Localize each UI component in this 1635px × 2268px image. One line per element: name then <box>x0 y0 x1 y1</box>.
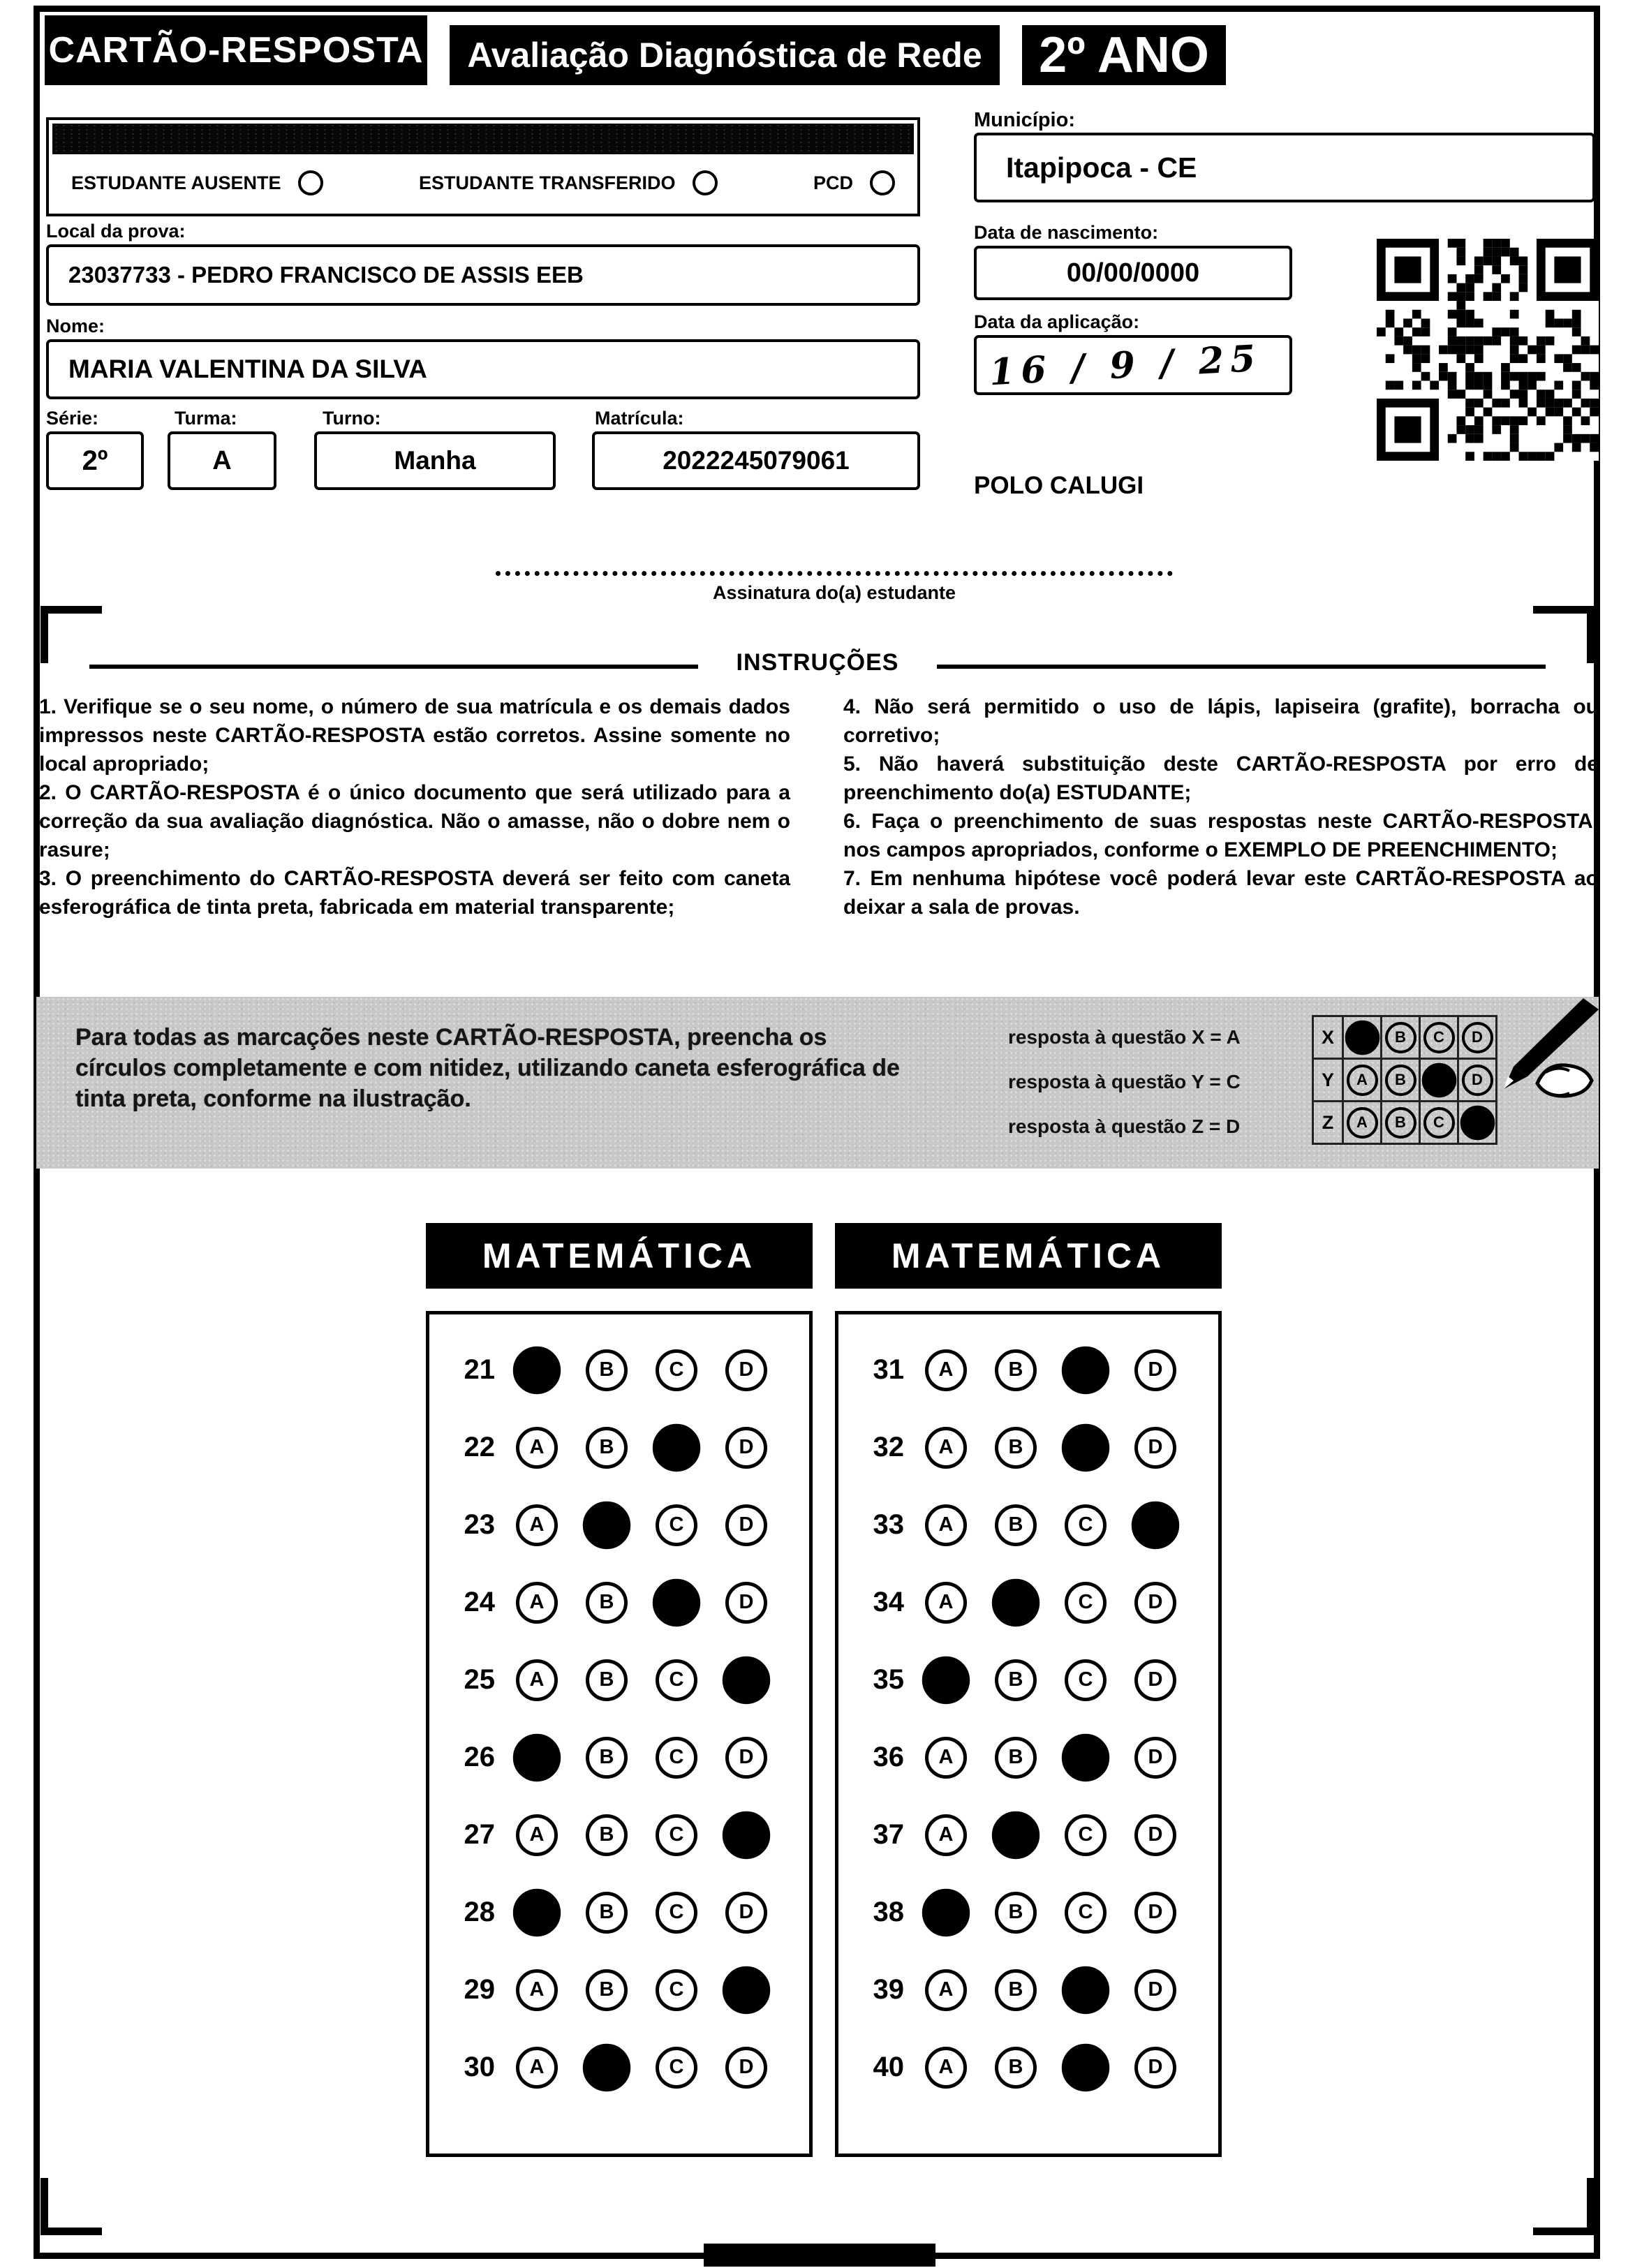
example-cell <box>1342 1100 1382 1145</box>
answer-bubble-34-d[interactable]: D <box>1134 1582 1176 1624</box>
answer-bubble-32-c[interactable] <box>1062 1423 1109 1471</box>
example-bubble-z-b: B <box>1385 1107 1416 1139</box>
instructions-rule-left <box>89 665 698 669</box>
answer-bubble-24-b[interactable]: B <box>586 1582 628 1624</box>
question-row <box>429 1641 809 1719</box>
card-title: CARTÃO-RESPOSTA <box>45 15 427 85</box>
question-number: 24 <box>464 1587 495 1617</box>
answer-bubble-31-a[interactable]: A <box>925 1349 967 1391</box>
answer-bubble-25-c[interactable]: C <box>656 1659 697 1701</box>
answer-bubble-30-a[interactable]: A <box>516 2047 558 2089</box>
answer-bubble-22-c[interactable] <box>653 1423 700 1471</box>
absent-bubble[interactable] <box>298 170 323 195</box>
answer-bubble-29-a[interactable]: A <box>516 1969 558 2011</box>
question-number: 33 <box>873 1509 904 1540</box>
question-row <box>429 1409 809 1486</box>
question-number: 30 <box>464 2052 495 2082</box>
instruction-item: 1. Verifique se o seu nome, o número de sua matrícula e os demais dados impressos neste CARTÃO-RESPOSTA estão corretos. Assine somente no local apropriado; <box>39 695 790 776</box>
example-cell <box>1380 1100 1421 1145</box>
answer-bubble-27-c[interactable]: C <box>656 1814 697 1856</box>
question-row <box>429 2029 809 2106</box>
answer-bubble-38-b[interactable]: B <box>995 1892 1037 1934</box>
municipality-label: Município: <box>974 109 1075 131</box>
question-number: 29 <box>464 1974 495 2005</box>
instruction-item: 2. O CARTÃO-RESPOSTA é o único documento que será utilizado para a correção da sua avaliação diagnóstica. Não o amasse, não o dobre nem o rasure; <box>39 781 790 861</box>
turno-field[interactable]: Manha <box>314 431 556 490</box>
matricula-label: Matrícula: <box>595 408 684 429</box>
answer-bubble-37-a[interactable]: A <box>925 1814 967 1856</box>
example-cell <box>1342 1058 1382 1102</box>
polo-label: POLO CALUGI <box>974 472 1144 499</box>
question-number: 22 <box>464 1432 495 1462</box>
answer-bubble-39-b[interactable]: B <box>995 1969 1037 2011</box>
turma-field[interactable]: A <box>168 431 276 490</box>
pcd-option <box>813 170 895 195</box>
example-bubble-x-d: D <box>1462 1022 1493 1053</box>
pen-hand-illustration <box>1473 998 1606 1117</box>
answer-bubble-28-b[interactable]: B <box>586 1892 628 1934</box>
answer-bubble-34-b[interactable] <box>992 1578 1040 1626</box>
transferred-bubble[interactable] <box>693 170 718 195</box>
question-number: 25 <box>464 1664 495 1695</box>
signature-line[interactable] <box>496 571 1173 576</box>
matricula-field[interactable]: 2022245079061 <box>592 431 920 490</box>
answer-bubble-33-a[interactable]: A <box>925 1504 967 1546</box>
answer-bubble-23-d[interactable]: D <box>725 1504 767 1546</box>
answer-bubble-21-c[interactable]: C <box>656 1349 697 1391</box>
answer-bubble-30-b[interactable] <box>583 2043 630 2091</box>
answer-bubble-34-c[interactable]: C <box>1065 1582 1107 1624</box>
answer-bubble-29-d[interactable] <box>723 1966 770 2013</box>
example-bubble-z-a: A <box>1347 1107 1378 1139</box>
answer-bubble-25-b[interactable]: B <box>586 1659 628 1701</box>
answer-bubble-31-d[interactable]: D <box>1134 1349 1176 1391</box>
turno-label: Turno: <box>323 408 381 429</box>
answer-bubble-32-b[interactable]: B <box>995 1427 1037 1469</box>
question-number: 40 <box>873 2052 904 2082</box>
registration-mark-bottom-right <box>1533 2178 1595 2235</box>
answer-bubble-35-c[interactable]: C <box>1065 1659 1107 1701</box>
example-bubble-y-d: D <box>1462 1065 1493 1096</box>
municipality-field[interactable]: Itapipoca - CE <box>974 133 1595 202</box>
application-date-label: Data da aplicação: <box>974 311 1140 332</box>
example-row-label: Z <box>1312 1100 1344 1145</box>
example-caption: resposta à questão Z = D <box>1008 1116 1241 1137</box>
example-row <box>1312 1015 1497 1060</box>
status-options-row <box>49 152 917 214</box>
instruction-item: 7. Em nenhuma hipótese você poderá levar este CARTÃO-RESPOSTA ao deixar a sala de provas. <box>843 867 1599 919</box>
answer-bubble-33-b[interactable]: B <box>995 1504 1037 1546</box>
answer-block-left <box>426 1311 813 2157</box>
answer-bubble-21-b[interactable]: B <box>586 1349 628 1391</box>
exam-title: Avaliação Diagnóstica de Rede <box>450 25 1000 85</box>
redacted-header-bar <box>52 124 914 154</box>
answer-bubble-38-a[interactable] <box>922 1888 970 1936</box>
answer-bubble-26-a[interactable] <box>513 1733 561 1781</box>
answer-bubble-40-d[interactable]: D <box>1134 2047 1176 2089</box>
answer-bubble-27-b[interactable]: B <box>586 1814 628 1856</box>
answer-bubble-27-a[interactable]: A <box>516 1814 558 1856</box>
answer-bubble-24-d[interactable]: D <box>725 1582 767 1624</box>
name-field[interactable]: MARIA VALENTINA DA SILVA <box>46 339 920 399</box>
answer-bubble-37-c[interactable]: C <box>1065 1814 1107 1856</box>
question-row <box>429 1486 809 1564</box>
question-row <box>429 1719 809 1796</box>
answer-bubble-37-d[interactable]: D <box>1134 1814 1176 1856</box>
answer-bubble-28-d[interactable]: D <box>725 1892 767 1934</box>
answer-bubble-22-a[interactable]: A <box>516 1427 558 1469</box>
instruction-item: 6. Faça o preenchimento de suas respostas neste CARTÃO-RESPOSTA, nos campos apropriados, conforme o EXEMPLO DE PREENCHIMENTO; <box>843 810 1599 861</box>
answer-bubble-22-d[interactable]: D <box>725 1427 767 1469</box>
turma-label: Turma: <box>175 408 237 429</box>
answer-block-right <box>835 1311 1222 2157</box>
example-bubble-z-c: C <box>1423 1107 1455 1139</box>
answer-bubble-36-d[interactable]: D <box>1134 1737 1176 1779</box>
application-date-field[interactable] <box>974 335 1292 395</box>
question-number: 27 <box>464 1819 495 1850</box>
question-row <box>838 1641 1218 1719</box>
example-bubble-x-b: B <box>1385 1022 1416 1053</box>
answer-bubble-32-a[interactable]: A <box>925 1427 967 1469</box>
answer-bubble-25-a[interactable]: A <box>516 1659 558 1701</box>
instruction-item: 5. Não haverá substituição deste CARTÃO-RESPOSTA por erro de preenchimento do(a) ESTUDANTE; <box>843 753 1599 804</box>
answer-bubble-33-c[interactable]: C <box>1065 1504 1107 1546</box>
answer-bubble-38-c[interactable]: C <box>1065 1892 1107 1934</box>
answer-bubble-26-c[interactable]: C <box>656 1737 697 1779</box>
birth-date-field[interactable]: 00/00/0000 <box>974 246 1292 300</box>
example-row <box>1312 1058 1497 1102</box>
subject-header-right: MATEMÁTICA <box>835 1223 1222 1289</box>
answer-bubble-21-d[interactable]: D <box>725 1349 767 1391</box>
status-options-box <box>46 117 920 216</box>
question-row <box>429 1564 809 1641</box>
example-cell <box>1342 1015 1382 1060</box>
example-cell <box>1419 1100 1459 1145</box>
answer-bubble-40-c[interactable] <box>1062 2043 1109 2091</box>
question-number: 36 <box>873 1742 904 1772</box>
transferred-option <box>419 170 718 195</box>
answer-bubble-29-b[interactable]: B <box>586 1969 628 2011</box>
instructions-column-right <box>843 692 1599 921</box>
answer-bubble-39-a[interactable]: A <box>925 1969 967 2011</box>
answer-bubble-28-a[interactable] <box>513 1888 561 1936</box>
answer-bubble-30-c[interactable]: C <box>656 2047 697 2089</box>
example-captions <box>1008 1015 1308 1149</box>
fill-notice-text: Para todas as marcações neste CARTÃO-RESPOSTA, preencha os círculos completamente e com nitidez, utilizando caneta esferográfica de tinta preta, conforme na ilustração. <box>75 1024 900 1112</box>
question-row <box>838 1486 1218 1564</box>
answer-bubble-31-c[interactable] <box>1062 1346 1109 1393</box>
name-label: Nome: <box>46 316 105 336</box>
example-cell <box>1419 1058 1459 1102</box>
question-number: 21 <box>464 1354 495 1385</box>
answer-bubble-35-b[interactable]: B <box>995 1659 1037 1701</box>
registration-mark-bottom-left <box>40 2178 102 2235</box>
birth-date-label: Data de nascimento: <box>974 222 1159 243</box>
example-bubble-y-c <box>1421 1062 1456 1097</box>
answer-bubble-34-a[interactable]: A <box>925 1582 967 1624</box>
question-row <box>838 1564 1218 1641</box>
answer-bubble-36-c[interactable] <box>1062 1733 1109 1781</box>
answer-bubble-22-b[interactable]: B <box>586 1427 628 1469</box>
question-row <box>838 1331 1218 1409</box>
answer-bubble-33-d[interactable] <box>1132 1501 1179 1548</box>
answer-bubble-29-c[interactable]: C <box>656 1969 697 2011</box>
question-row <box>838 1719 1218 1796</box>
example-cell <box>1419 1015 1459 1060</box>
answer-bubble-24-a[interactable]: A <box>516 1582 558 1624</box>
answer-bubble-26-b[interactable]: B <box>586 1737 628 1779</box>
answer-bubble-38-d[interactable]: D <box>1134 1892 1176 1934</box>
answer-bubble-37-b[interactable] <box>992 1811 1040 1858</box>
question-row <box>838 1951 1218 2029</box>
example-bubble-y-b: B <box>1385 1065 1416 1096</box>
answer-bubble-31-b[interactable]: B <box>995 1349 1037 1391</box>
example-bubble-y-a: A <box>1347 1065 1378 1096</box>
serie-field[interactable]: 2º <box>46 431 144 490</box>
example-caption: resposta à questão X = A <box>1008 1026 1241 1048</box>
example-row-label: Y <box>1312 1058 1344 1102</box>
answer-bubble-26-d[interactable]: D <box>725 1737 767 1779</box>
answer-bubble-35-d[interactable]: D <box>1134 1659 1176 1701</box>
absent-label: ESTUDANTE AUSENTE <box>71 172 281 193</box>
answer-bubble-35-a[interactable] <box>922 1656 970 1703</box>
answer-bubble-27-d[interactable] <box>723 1811 770 1858</box>
question-number: 35 <box>873 1664 904 1695</box>
answer-bubble-36-a[interactable]: A <box>925 1737 967 1779</box>
pcd-label: PCD <box>813 172 853 193</box>
instructions-title: INSTRUÇÕES <box>736 649 899 676</box>
answer-bubble-24-c[interactable] <box>653 1578 700 1626</box>
example-grid <box>1312 1015 1497 1145</box>
answer-bubble-40-b[interactable]: B <box>995 2047 1037 2089</box>
timing-mark-bar <box>704 2244 935 2267</box>
question-row <box>429 1951 809 2029</box>
handwritten-date: 16 / 9 / 25 <box>988 336 1263 394</box>
question-row <box>838 1874 1218 1951</box>
example-bubble-x-a <box>1345 1020 1379 1055</box>
answer-bubble-23-a[interactable]: A <box>516 1504 558 1546</box>
question-row <box>838 2029 1218 2106</box>
example-caption: resposta à questão Y = C <box>1008 1071 1241 1092</box>
answer-bubble-39-d[interactable]: D <box>1134 1969 1176 2011</box>
question-number: 26 <box>464 1742 495 1772</box>
question-row <box>838 1796 1218 1874</box>
question-number: 34 <box>873 1587 904 1617</box>
transferred-label: ESTUDANTE TRANSFERIDO <box>419 172 676 193</box>
example-cell <box>1380 1058 1421 1102</box>
fill-notice-band <box>36 997 1599 1169</box>
signature-caption: Assinatura do(a) estudante <box>712 582 956 603</box>
example-cell <box>1380 1015 1421 1060</box>
question-number: 37 <box>873 1819 904 1850</box>
answer-bubble-30-d[interactable]: D <box>725 2047 767 2089</box>
absent-option <box>71 170 323 195</box>
exam-site-label: Local da prova: <box>46 221 186 242</box>
answer-bubble-23-c[interactable]: C <box>656 1504 697 1546</box>
subject-header-left: MATEMÁTICA <box>426 1223 813 1289</box>
answer-bubble-39-c[interactable] <box>1062 1966 1109 2013</box>
question-number: 23 <box>464 1509 495 1540</box>
answer-bubble-25-d[interactable] <box>723 1656 770 1703</box>
question-number: 32 <box>873 1432 904 1462</box>
question-number: 38 <box>873 1897 904 1927</box>
question-row <box>429 1874 809 1951</box>
instruction-item: 4. Não será permitido o uso de lápis, lapiseira (grafite), borracha ou corretivo; <box>843 695 1599 747</box>
grade-badge: 2º ANO <box>1022 25 1226 85</box>
pcd-bubble[interactable] <box>870 170 895 195</box>
instructions-rule-right <box>937 665 1546 669</box>
instructions-column-left <box>39 692 790 921</box>
answer-bubble-28-c[interactable]: C <box>656 1892 697 1934</box>
example-bubble-x-c: C <box>1423 1022 1455 1053</box>
answer-bubble-40-a[interactable]: A <box>925 2047 967 2089</box>
answer-bubble-21-a[interactable] <box>513 1346 561 1393</box>
example-row <box>1312 1100 1497 1145</box>
question-number: 28 <box>464 1897 495 1927</box>
question-number: 31 <box>873 1354 904 1385</box>
question-row <box>429 1331 809 1409</box>
question-row <box>838 1409 1218 1486</box>
serie-label: Série: <box>46 408 99 429</box>
qr-code <box>1377 239 1599 461</box>
answer-bubble-36-b[interactable]: B <box>995 1737 1037 1779</box>
example-row-label: X <box>1312 1015 1344 1060</box>
exam-site-field[interactable]: 23037733 - PEDRO FRANCISCO DE ASSIS EEB <box>46 244 920 306</box>
answer-bubble-23-b[interactable] <box>583 1501 630 1548</box>
question-number: 39 <box>873 1974 904 2005</box>
instruction-item: 3. O preenchimento do CARTÃO-RESPOSTA deverá ser feito com caneta esferográfica de tinta preta, fabricada em material transparente; <box>39 867 790 919</box>
question-row <box>429 1796 809 1874</box>
answer-bubble-32-d[interactable]: D <box>1134 1427 1176 1469</box>
